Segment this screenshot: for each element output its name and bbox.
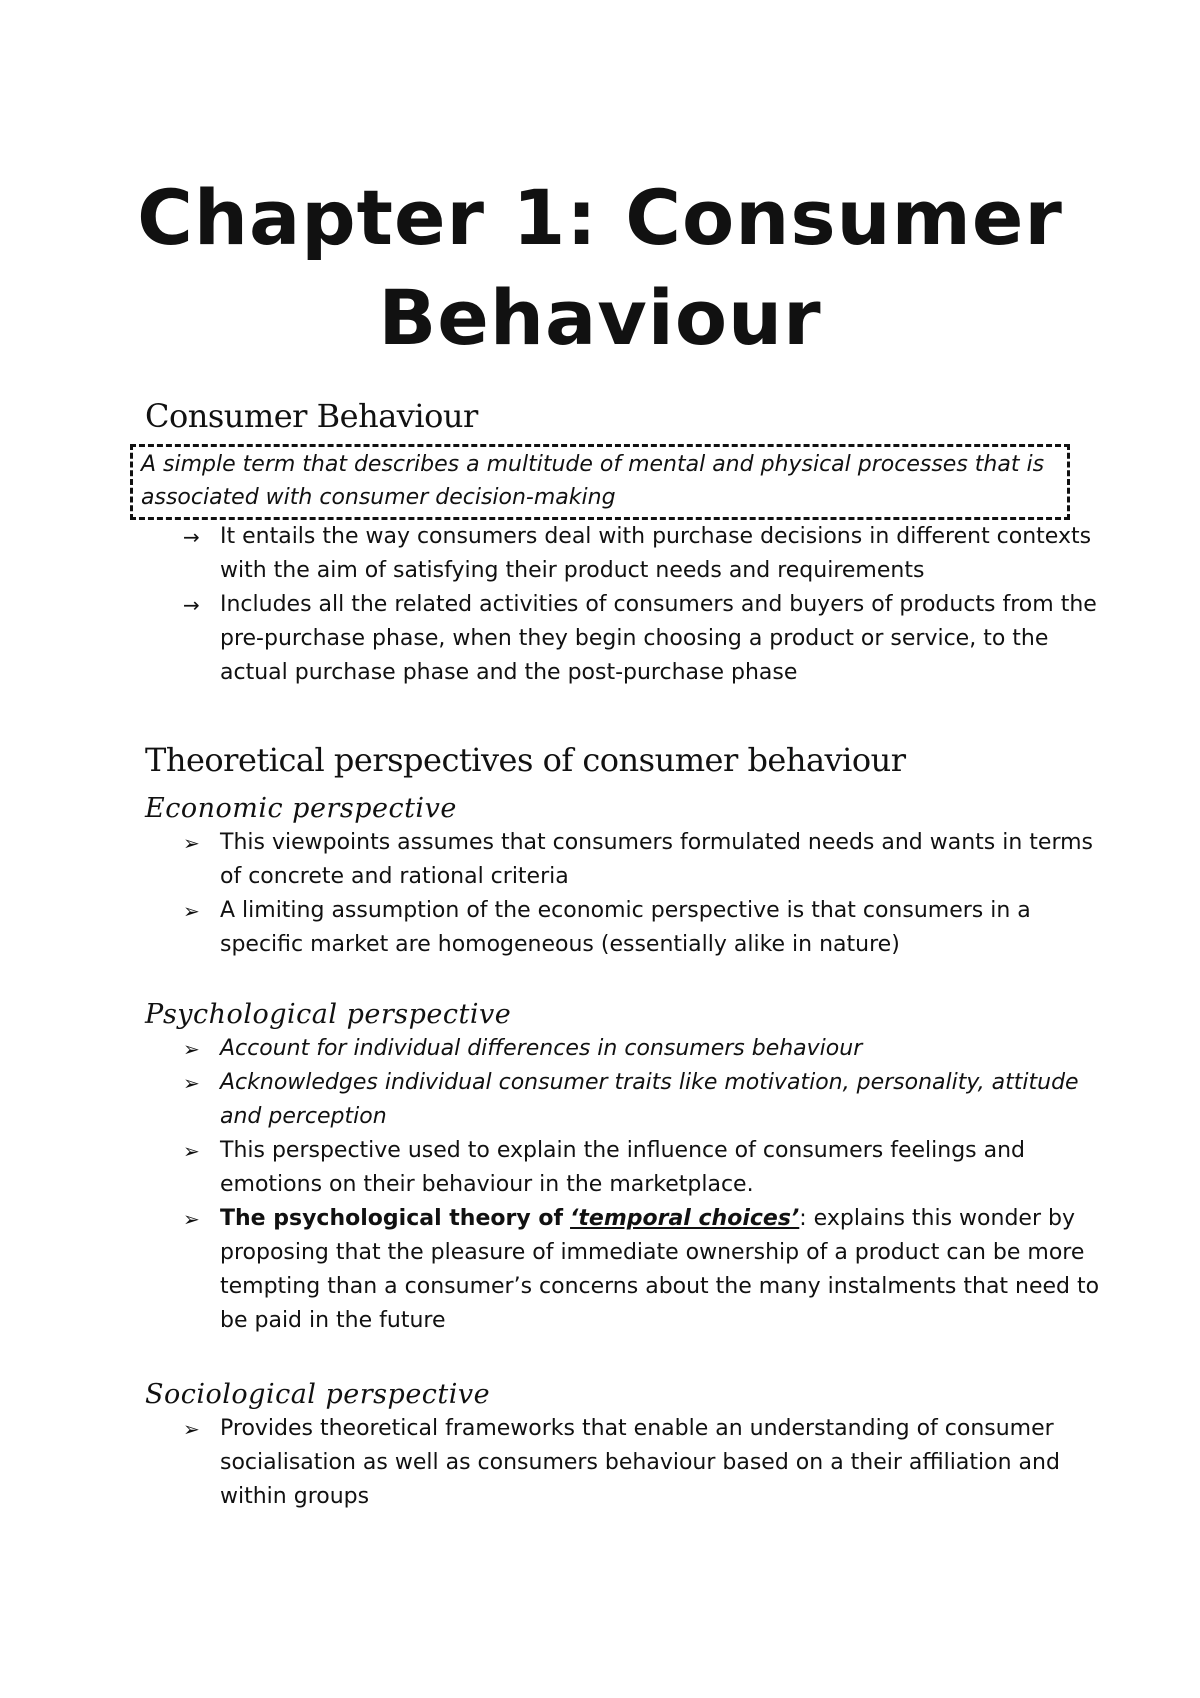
sociological-heading: Sociological perspective [145, 1379, 491, 1410]
theoretical-section [145, 740, 1105, 780]
bullet-text: Acknowledges individual consumer traits like motivation, personality, attitude and perception [220, 1070, 1079, 1129]
chapter-title [100, 168, 1100, 368]
list-item [145, 894, 1105, 962]
theory-bold-text: The psychological theory of [220, 1206, 564, 1231]
chevron-icon: ➢ [183, 831, 200, 855]
list-item [145, 1202, 1105, 1338]
chevron-icon: ➢ [183, 1071, 200, 1095]
chevron-icon: ➢ [183, 1139, 200, 1163]
bullet-text: A limiting assumption of the economic perspective is that consumers in a specific market are homogeneous (essentially alike in nature) [220, 898, 1031, 957]
bullet-text: Account for individual differences in consumers behaviour [220, 1036, 863, 1061]
list-item [145, 1032, 1105, 1066]
list-item [145, 520, 1105, 588]
chevron-icon: ➢ [183, 1417, 200, 1441]
list-item [145, 1066, 1105, 1134]
consumer-behaviour-heading: Consumer Behaviour [145, 397, 478, 435]
list-item [145, 826, 1105, 894]
list-item [145, 588, 1105, 690]
definition-box: A simple term that describes a multitude of mental and physical processes that is associated with consumer decision-making [130, 444, 1070, 520]
sociological-bullets [145, 1412, 1105, 1514]
consumer-behaviour-bullets-wrap [145, 520, 1105, 690]
chevron-icon: ➢ [183, 899, 200, 923]
theory-rest-text: : explains this wonder by proposing that the pleasure of immediate ownership of a product can be more tempting than a consumer’s concerns about the many instalments that need to be paid in the future [220, 1206, 1100, 1333]
bullet-text: Includes all the related activities of consumers and buyers of products from the pre-purchase phase, when they begin choosing a product or service, to the actual purchase phase and the post-purchase phase [220, 592, 1097, 685]
psychological-section [145, 998, 1105, 1338]
chapter-title-line-1: Chapter 1: Consumer [137, 173, 1063, 262]
consumer-behaviour-bullets [145, 520, 1105, 690]
list-item [145, 1134, 1105, 1202]
theory-term: ‘temporal choices’ [570, 1206, 800, 1231]
bullet-text: It entails the way consumers deal with purchase decisions in different contexts with the aim of satisfying their product needs and requirements [220, 524, 1092, 583]
psychological-bullets [145, 1032, 1105, 1338]
consumer-behaviour-section [145, 396, 1105, 436]
economic-bullets [145, 826, 1105, 962]
arrow-icon: → [183, 525, 200, 549]
psychological-heading: Psychological perspective [145, 999, 512, 1030]
economic-heading: Economic perspective [145, 793, 457, 824]
list-item [145, 1412, 1105, 1514]
chevron-icon: ➢ [183, 1037, 200, 1061]
chevron-icon: ➢ [183, 1207, 200, 1231]
economic-section [145, 792, 1105, 962]
chapter-title-line-2: Behaviour [378, 273, 822, 362]
theoretical-heading: Theoretical perspectives of consumer behaviour [145, 741, 906, 779]
arrow-icon: → [183, 593, 200, 617]
bullet-text: This viewpoints assumes that consumers formulated needs and wants in terms of concrete and rational criteria [220, 830, 1094, 889]
bullet-text: Provides theoretical frameworks that enable an understanding of consumer socialisation as well as consumers behaviour based on a their affiliation and within groups [220, 1416, 1060, 1509]
sociological-section [145, 1378, 1105, 1514]
bullet-text: This perspective used to explain the influence of consumers feelings and emotions on their behaviour in the marketplace. [220, 1138, 1026, 1197]
